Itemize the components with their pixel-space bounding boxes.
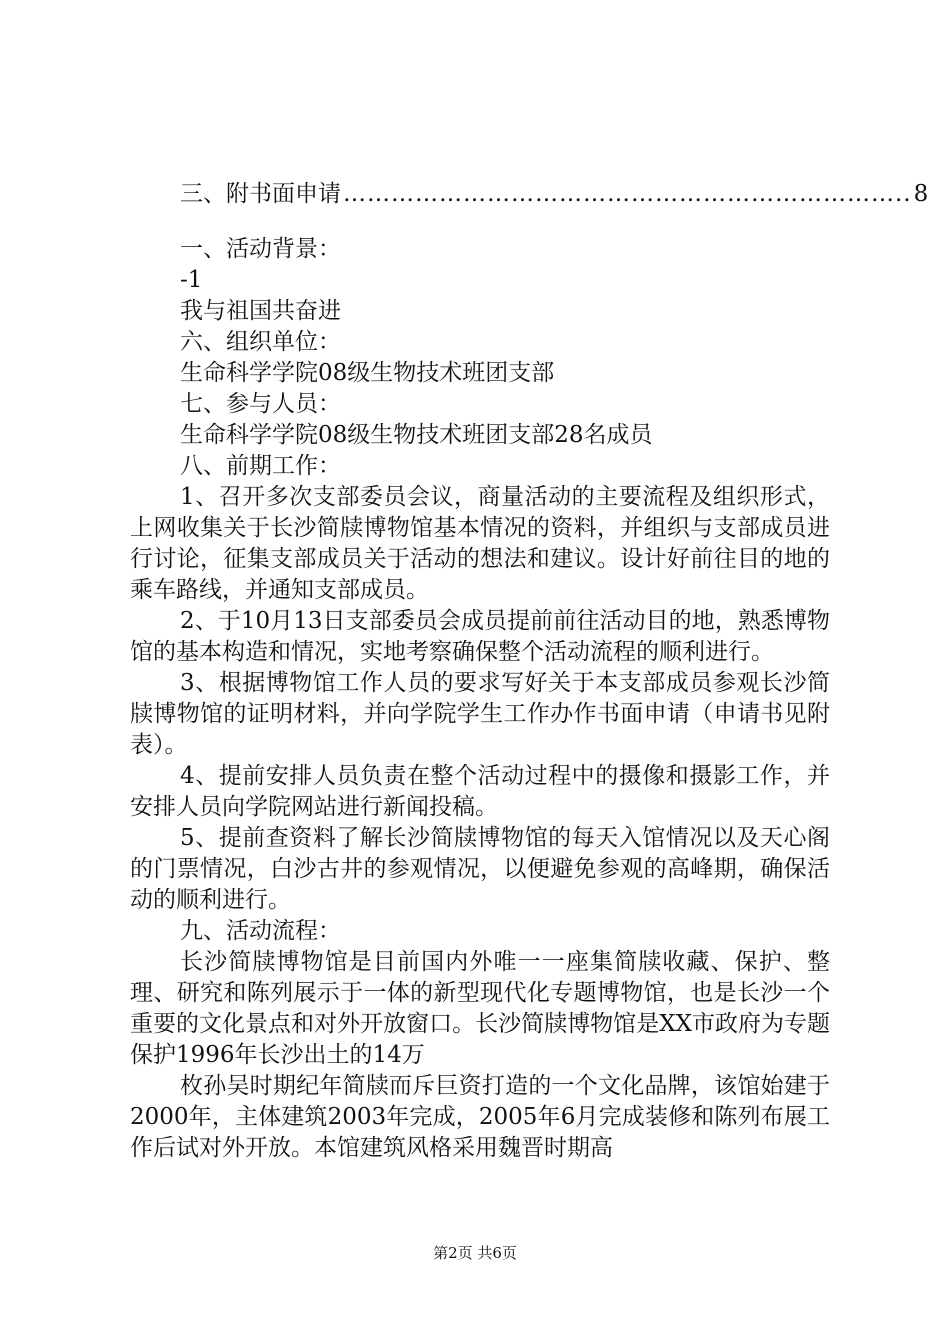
page-footer: 第2页 共6页 [433,1244,517,1262]
toc-label: 三、附书面申请 [180,181,341,207]
toc-page-number: 8 [913,181,929,207]
heading-organizer: 六、组织单位： [180,329,341,355]
paragraph-prep-3: 3、根据博物馆工作人员的要求写好关于本支部成员参观长沙简牍博物馆的证明材料，并向学院学生工作办作书面申请（申请书见附表）。 [130,670,830,758]
organizer-value: 生命科学学院08级生物技术班团支部 [180,360,555,386]
body-text [130,234,830,1164]
activity-theme: 我与祖国共奋进 [180,298,341,324]
paragraph-prep-4: 4、提前安排人员负责在整个活动过程中的摄像和摄影工作，并安排人员向学院网站进行新闻投稿。 [130,763,830,820]
heading-background: 一、活动背景： [180,236,341,262]
page-marker: -1 [180,267,203,293]
toc-entry [180,174,929,214]
participants-value: 生命科学学院08级生物技术班团支部28名成员 [180,422,653,448]
paragraph-prep-5: 5、提前查资料了解长沙简牍博物馆的每天入馆情况以及天心阁的门票情况，白沙古井的参观情况，以便避免参观的高峰期，确保活动的顺利进行。 [130,825,830,913]
paragraph-museum-intro: 长沙简牍博物馆是目前国内外唯一一座集简牍收藏、保护、整理、研究和陈列展示于一体的新型现代化专题博物馆，也是长沙一个重要的文化景点和对外开放窗口。长沙简牍博物馆是XX市政府为专题保护1996年长沙出土的14万 [130,949,830,1068]
heading-participants: 七、参与人员： [180,391,341,417]
paragraph-museum-history: 枚孙吴时期纪年简牍而斥巨资打造的一个文化品牌，该馆始建于2000年，主体建筑2003年完成，2005年6月完成装修和陈列布展工作后试对外开放。本馆建筑风格采用魏晋时期高 [130,1073,830,1161]
paragraph-prep-1: 1、召开多次支部委员会议，商量活动的主要流程及组织形式，上网收集关于长沙简牍博物馆基本情况的资料，并组织与支部成员进行讨论，征集支部成员关于活动的想法和建议。设计好前往目的地的乘车路线，并通知支部成员。 [130,484,830,603]
heading-preparation: 八、前期工作： [180,453,341,479]
heading-flow: 九、活动流程： [180,918,341,944]
toc-leader-dots: …………………………………………………………….. [343,181,912,207]
paragraph-prep-2: 2、于10月13日支部委员会成员提前前往活动目的地，熟悉博物馆的基本构造和情况，实地考察确保整个活动流程的顺利进行。 [130,608,830,665]
